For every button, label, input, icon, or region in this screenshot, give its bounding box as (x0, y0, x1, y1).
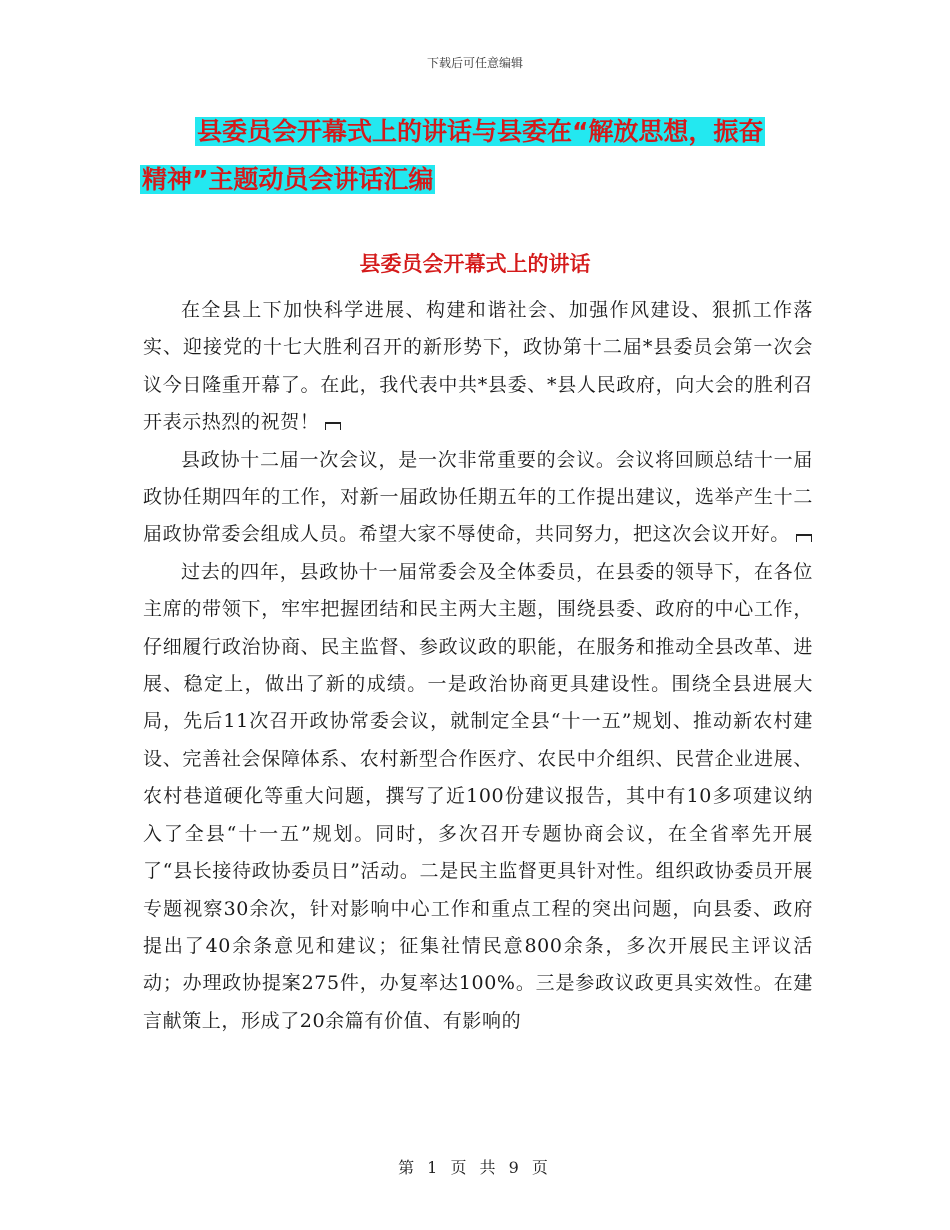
document-body (143, 292, 813, 1040)
page-footer: 第 1 页 共 9 页 (398, 1158, 552, 1177)
paragraph-mark-icon (325, 422, 341, 430)
paragraph-3 (143, 554, 813, 1040)
title-highlight-1: 县委员会开幕式上的讲话与县委在“解放思想，振奋 (197, 117, 764, 146)
paragraph-mark-icon (796, 534, 812, 542)
paragraph-1 (143, 292, 813, 442)
paragraph-2-text: 县政协十二届一次会议，是一次非常重要的会议。会议将回顾总结十一届政协任期四年的工作，对新一届政协任期五年的工作提出建议，选举产生十二届政协常委会组成人员。希望大家不辱使命，共同努力，把这次会议开好。 (143, 448, 813, 546)
header-note: 下载后可任意编辑 (426, 56, 523, 70)
paragraph-3-text: 过去的四年，县政协十一届常委会及全体委员，在县委的领导下，在各位主席的带领下，牢牢把握团结和民主两大主题，围绕县委、政府的中心工作，仔细履行政治协商、民主监督、参政议政的职能，在服务和推动全县改革、进展、稳定上，做出了新的成绩。一是政治协商更具建设性。围绕全县进展大局，先后11次召开政协常委会议，就制定全县“十一五”规划、推动新农村建设、完善社会保障体系、农村新型合作医疗、农民中介组织、民营企业进展、农村巷道硬化等重大问题，撰写了近100份建议报告，其中有10多项建议纳入了全县“十一五”规划。同时，多次召开专题协商会议，在全省率先开展了“县长接待政协委员日”活动。二是民主监督更具针对性。组织政协委员开展专题视察30余次，针对影响中心工作和重点工程的突出问题，向县委、政府提出了40余条意见和建议；征集社情民意800余条，多次开展民主评议活动；办理政协提案275件，办复率达100%。三是参政议政更具实效性。在建言献策上，形成了20余篇有价值、有影响的 (143, 560, 813, 1032)
document-title-line-1 (140, 108, 820, 156)
section-title: 县委员会开幕式上的讲话 (359, 252, 591, 276)
paragraph-2 (143, 442, 813, 554)
title-highlight-2: 精神”主题动员会讲话汇编 (142, 165, 434, 194)
document-title-line-2 (140, 156, 820, 204)
document-title (140, 108, 820, 204)
paragraph-1-text: 在全县上下加快科学进展、构建和谐社会、加强作风建设、狠抓工作落实、迎接党的十七大胜利召开的新形势下，政协第十二届*县委员会第一次会议今日隆重开幕了。在此，我代表中共*县委、*县人民政府，向大会的胜利召开表示热烈的祝贺！ (143, 299, 813, 434)
